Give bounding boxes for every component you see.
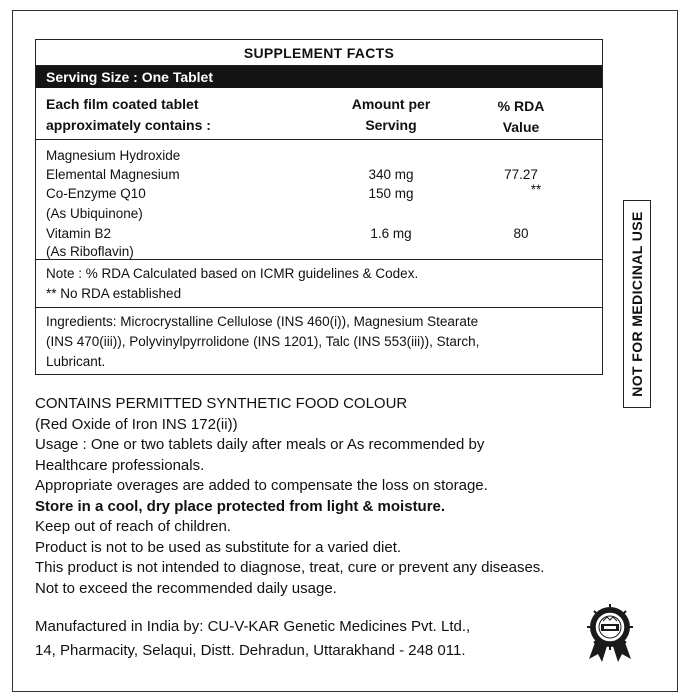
ingredients	[36, 308, 602, 374]
row-rda: 77.27	[504, 167, 538, 182]
not-for-medicinal-use-box	[623, 200, 651, 408]
dosage-warning: Not to exceed the recommended daily usage.	[35, 579, 337, 597]
nutrient-rows	[36, 140, 602, 260]
row-amount: 340 mg	[368, 167, 414, 182]
diet-warning: Product is not to be used as substitute for a varied diet.	[35, 538, 402, 556]
note-rda-basis: Note : % RDA Calculated based on ICMR guidelines & Codex.	[46, 266, 419, 281]
row-amount: 150 mg	[368, 186, 414, 201]
header-col1-line1: Each film coated tablet	[46, 96, 199, 112]
header-col1-line2: approximately contains :	[46, 117, 211, 133]
ingredients-line: (INS 470(iii)), Polyvinylpyrrolidone (INS 1201), Talc (INS 553(iii)), Starch,	[46, 334, 480, 349]
row-rda: **	[530, 182, 542, 197]
colour-ins: (Red Oxide of Iron INS 172(ii))	[35, 415, 238, 433]
table-row: (As Ubiquinone)	[46, 206, 143, 221]
serving-size: Serving Size : One Tablet	[36, 66, 602, 88]
quality-seal-icon	[585, 603, 635, 663]
header-contents	[46, 94, 316, 136]
header-amount	[336, 94, 446, 136]
label-body-text	[35, 394, 635, 599]
header-col3-line2: Value	[502, 119, 540, 135]
usage-line: Usage : One or two tablets daily after meals or As recommended by	[35, 436, 485, 453]
header-col2-line2: Serving	[365, 117, 417, 133]
usage-line: Healthcare professionals.	[35, 456, 205, 474]
table-row: Co-Enzyme Q10	[46, 186, 146, 201]
table-header	[36, 88, 602, 140]
table-row: Elemental Magnesium	[46, 167, 180, 182]
note-no-rda: ** No RDA established	[46, 286, 182, 301]
ingredients-line: Ingredients: Microcrystalline Cellulose (INS 460(i)), Magnesium Stearate	[46, 314, 479, 329]
header-rda	[476, 96, 566, 138]
child-warning: Keep out of reach of children.	[35, 518, 231, 535]
table-row: Magnesium Hydroxide	[46, 148, 181, 163]
colour-statement: CONTAINS PERMITTED SYNTHETIC FOOD COLOUR	[35, 395, 408, 412]
rda-notes	[36, 260, 602, 308]
ingredients-line: Lubricant.	[46, 354, 106, 369]
storage-instruction: Store in a cool, dry place protected from light & moisture.	[35, 497, 446, 515]
header-col2-line1: Amount per	[351, 96, 431, 112]
header-col3-line1: % RDA	[497, 98, 545, 114]
row-amount: 1.6 mg	[370, 226, 412, 241]
manufacturer-line: Manufactured in India by: CU-V-KAR Genetic Medicines Pvt. Ltd.,	[35, 618, 471, 635]
facts-title: SUPPLEMENT FACTS	[36, 40, 602, 66]
manufacturer-info	[35, 615, 595, 663]
table-row: (As Riboflavin)	[46, 244, 134, 259]
row-rda: 80	[513, 226, 529, 241]
table-row: Vitamin B2	[46, 226, 112, 241]
supplement-facts-table	[35, 39, 603, 375]
side-label: NOT FOR MEDICINAL USE	[629, 211, 645, 397]
manufacturer-address: 14, Pharmacity, Selaqui, Distt. Dehradun, Uttarakhand - 248 011.	[35, 642, 466, 659]
disease-disclaimer: This product is not intended to diagnose, treat, cure or prevent any diseases.	[35, 559, 545, 576]
overages-note: Appropriate overages are added to compensate the loss on storage.	[35, 477, 488, 494]
